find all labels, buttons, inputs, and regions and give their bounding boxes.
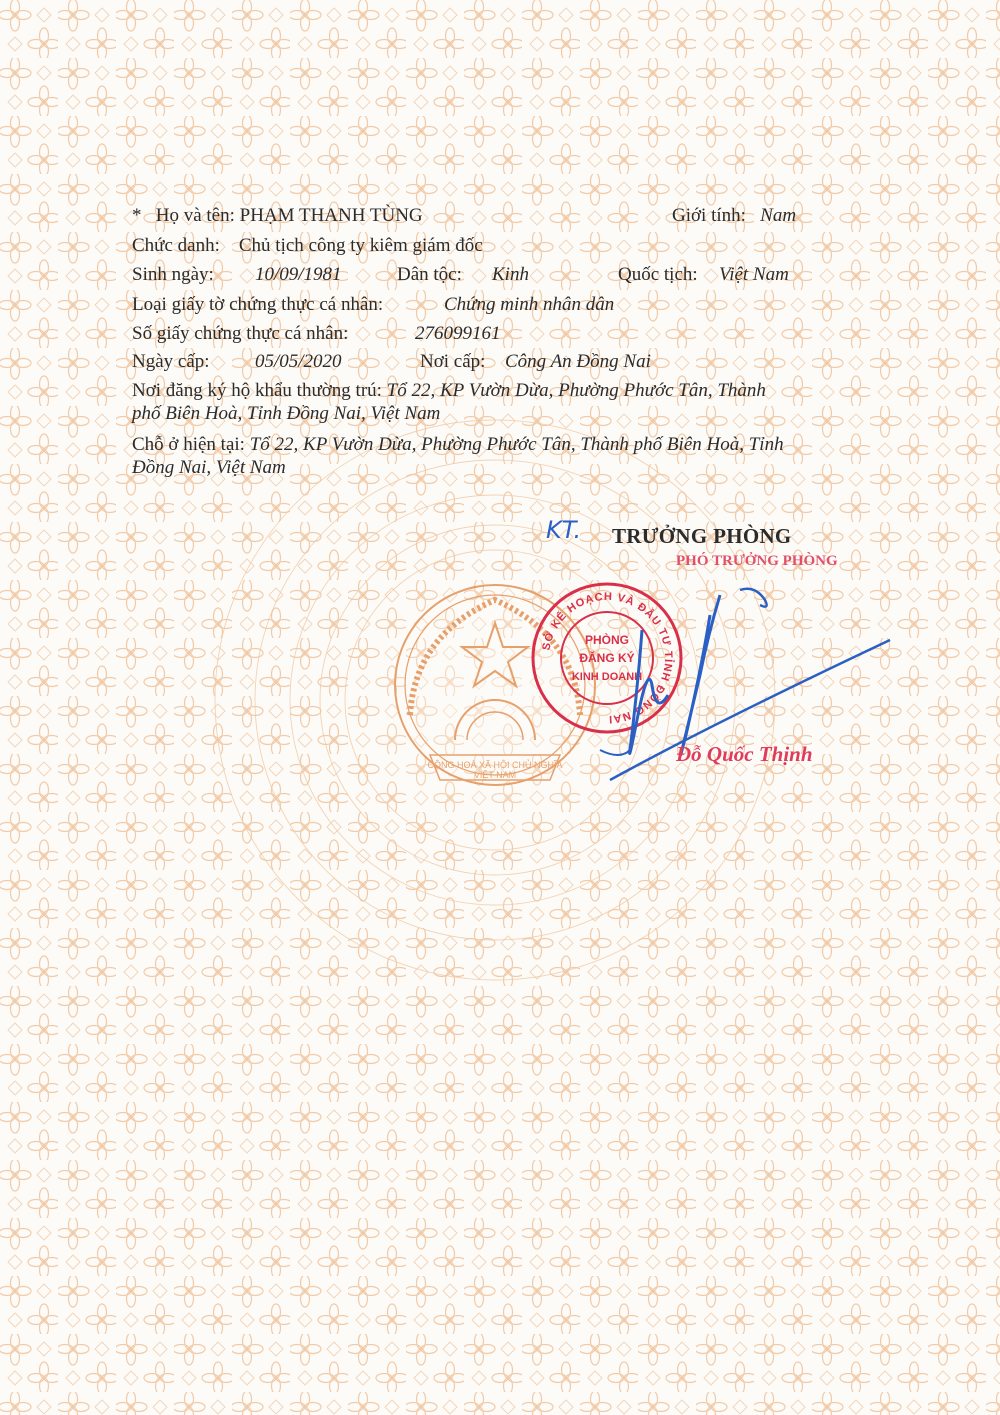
position-label: Chức danh:: [132, 235, 220, 256]
issue-place-label: Nơi cấp:: [420, 351, 486, 372]
stamp-ring-text: SỞ KẾ HOẠCH VÀ ĐẦU TƯ TỈNH ĐỒNG NAI: [540, 590, 675, 726]
current-label: Chỗ ở hiện tại:: [132, 434, 245, 455]
name-value: PHẠM THANH TÙNG: [239, 205, 423, 226]
position-row: [132, 235, 483, 257]
handwritten-prefix: KT.: [546, 516, 582, 544]
nationality-label: Quốc tịch:: [618, 264, 698, 285]
bullet-star: *: [132, 205, 142, 226]
gender-label: Giới tính:: [672, 205, 746, 226]
id-type-label: Loại giấy tờ chứng thực cá nhân:: [132, 294, 384, 315]
ethnicity-label: Dân tộc:: [397, 264, 462, 285]
signature-title: TRƯỞNG PHÒNG: [612, 524, 792, 548]
gender-row: [672, 205, 796, 227]
position-value: Chủ tịch công ty kiêm giám đốc: [238, 235, 483, 256]
signer-name: Đỗ Quốc Thịnh: [676, 742, 813, 766]
signature-subtitle: PHÓ TRƯỞNG PHÒNG: [676, 553, 838, 569]
dob-value: 10/09/1981: [255, 264, 342, 285]
nationality-value: Việt Nam: [719, 264, 789, 285]
id-number-value: 276099161: [415, 323, 501, 344]
stamp-line2: ĐĂNG KÝ: [579, 651, 635, 665]
current-line1: Tổ 22, KP Vườn Dừa, Phường Phước Tân, Thành phố Biên Hoà, Tỉnh: [249, 434, 784, 455]
ethnicity-value: Kinh: [492, 264, 529, 285]
stamp-line1: PHÒNG: [584, 633, 630, 647]
id-type-value: Chứng minh nhân dân: [444, 294, 615, 315]
residence-row: [132, 380, 766, 402]
name-label: Họ và tên:: [155, 205, 235, 226]
stamp-line3: KINH DOANH: [571, 671, 643, 683]
dob-label: Sinh ngày:: [132, 264, 214, 285]
issue-place-value: Công An Đồng Nai: [505, 351, 651, 372]
residence-line2: phố Biên Hoà, Tỉnh Đồng Nai, Việt Nam: [132, 403, 441, 424]
current-line2: Đồng Nai, Việt Nam: [132, 457, 286, 478]
current-row: [132, 434, 784, 456]
id-number-label: Số giấy chứng thực cá nhân:: [132, 323, 349, 344]
name-row: [132, 205, 423, 227]
emblem-line1: CỘNG HOÀ XÃ HỘI CHỦ NGHĨA: [427, 760, 563, 770]
issue-date-value: 05/05/2020: [255, 351, 342, 372]
issue-date-label: Ngày cấp:: [132, 351, 210, 372]
dob-row: [132, 264, 214, 286]
residence-line1: Tổ 22, KP Vườn Dừa, Phường Phước Tân, Thành: [386, 380, 766, 401]
gender-value: Nam: [760, 205, 797, 226]
emblem-line2: VIỆT NAM: [473, 770, 517, 780]
residence-label: Nơi đăng ký hộ khẩu thường trú:: [132, 380, 382, 401]
